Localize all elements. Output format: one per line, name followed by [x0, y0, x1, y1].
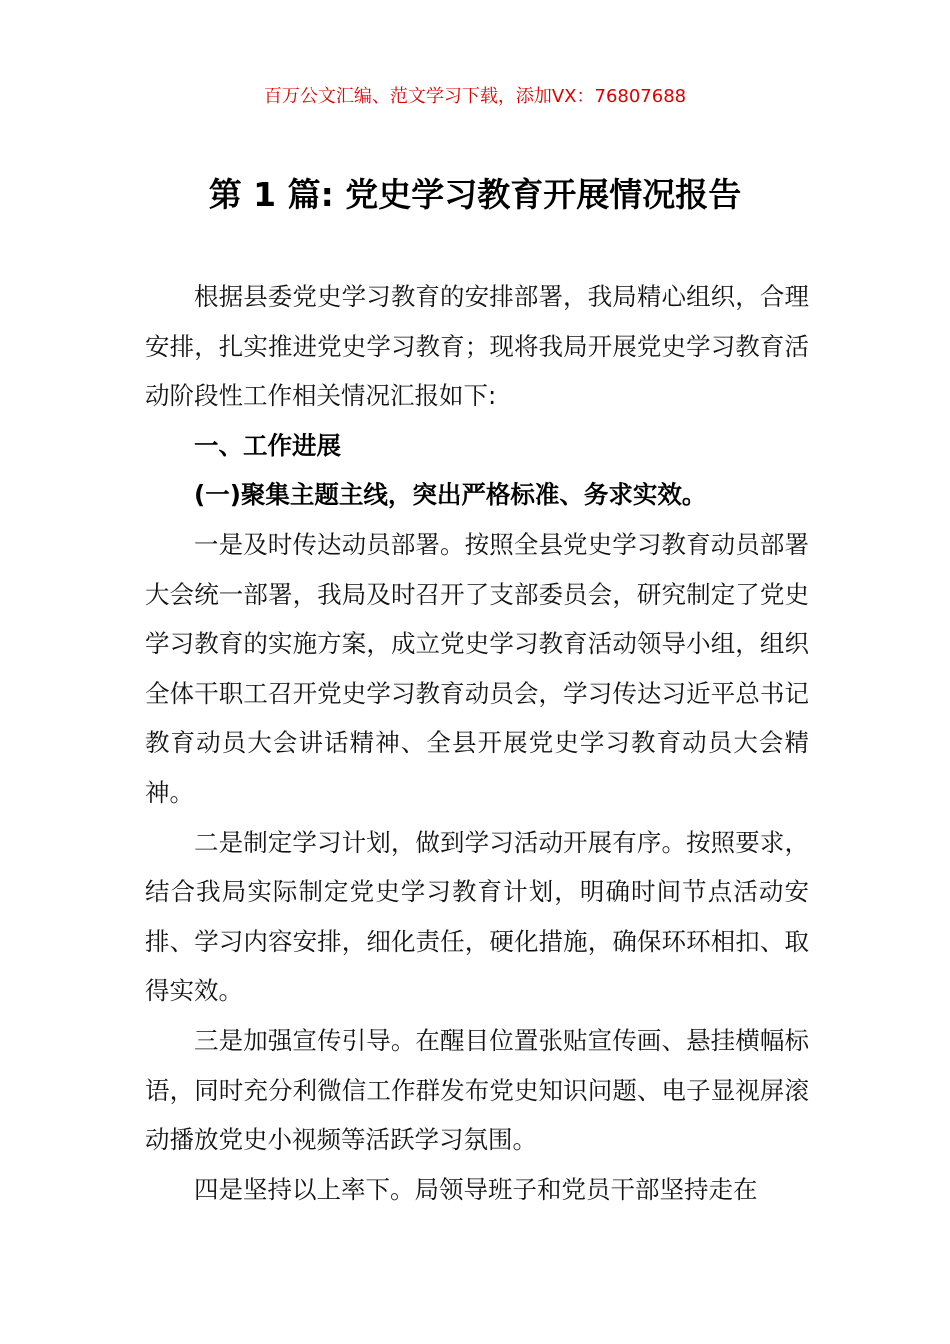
body-paragraph: 四是坚持以上率下。局领导班子和党员干部坚持走在 — [194, 1174, 758, 1204]
section-heading: 一、工作进展 — [194, 430, 341, 460]
document-title: 第 1 篇: 党史学习教育开展情况报告 — [208, 175, 742, 214]
document-body — [145, 272, 809, 1214]
subsection-heading: (一)聚集主题主线，突出严格标准、务求实效。 — [194, 480, 707, 510]
header-banner: 百万公文汇编、范文学习下载，添加VX：76807688 — [263, 86, 687, 107]
body-paragraph: 二是制定学习计划，做到学习活动开展有序。按照要求，结合我局实际制定党史学习教育计划，明确时间节点活动安排、学习内容安排，细化责任，硬化措施，确保环环相扣、取得实效。 — [145, 827, 809, 1006]
intro-paragraph: 根据县委党史学习教育的安排部署，我局精心组织，合理安排，扎实推进党史学习教育；现将我局开展党史学习教育活动阶段性工作相关情况汇报如下: — [145, 282, 809, 411]
body-paragraph: 三是加强宣传引导。在醒目位置张贴宣传画、悬挂横幅标语，同时充分利微信工作群发布党史知识问题、电子显视屏滚动播放党史小视频等活跃学习氛围。 — [145, 1025, 809, 1155]
body-paragraph: 一是及时传达动员部署。按照全县党史学习教育动员部署大会统一部署，我局及时召开了支部委员会，研究制定了党史学习教育的实施方案，成立党史学习教育活动领导小组，组织全体干职工召开党史学习教育动员会，学习传达习近平总书记教育动员大会讲话精神、全县开展党史学习教育动员大会精神。 — [145, 529, 809, 807]
